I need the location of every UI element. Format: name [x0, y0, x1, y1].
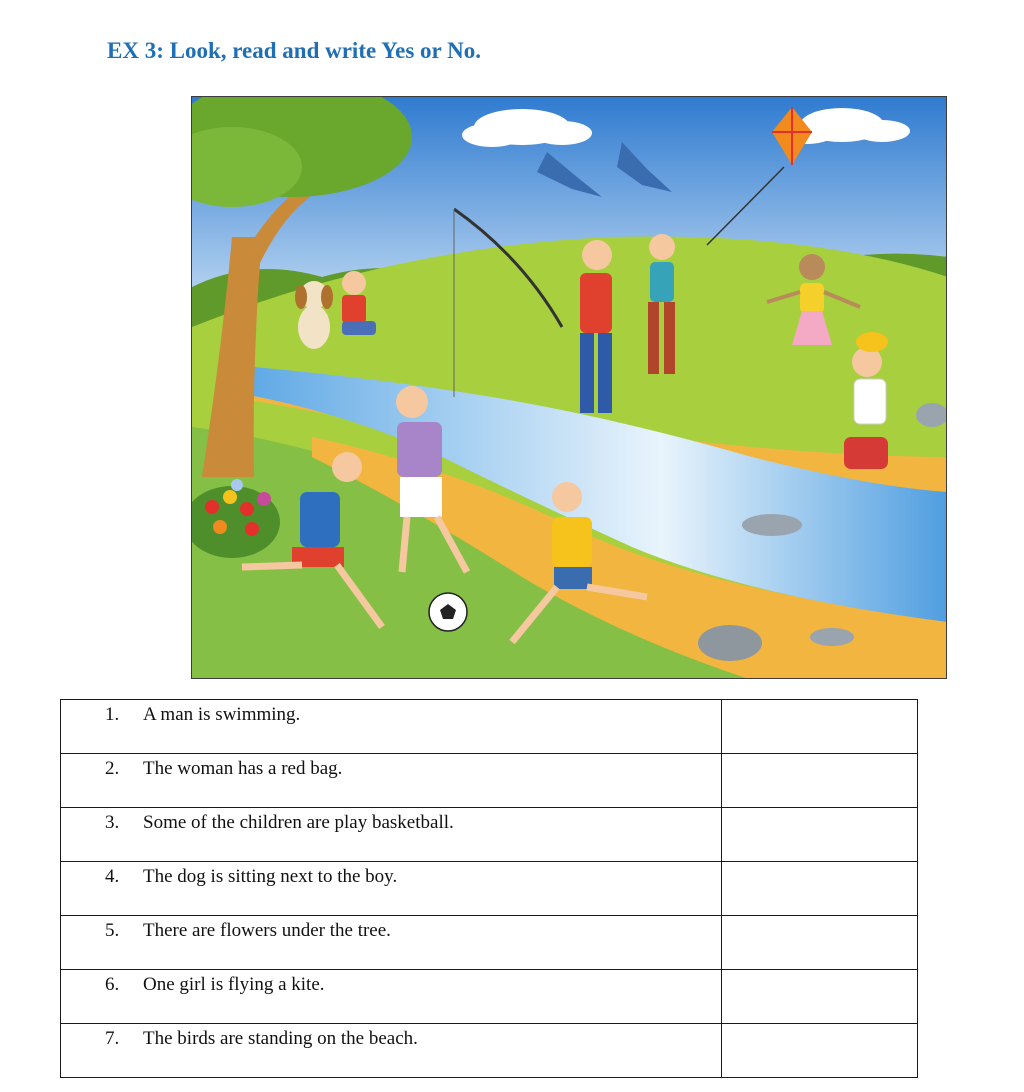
table-row	[61, 1024, 918, 1078]
question-text: The dog is sitting next to the boy.	[143, 866, 398, 887]
question-number: 1.	[105, 704, 120, 725]
answer-value	[722, 862, 917, 866]
answer-cell[interactable]	[722, 916, 918, 970]
answer-value	[722, 1024, 917, 1028]
answer-cell[interactable]	[722, 700, 918, 754]
statement-cell	[61, 916, 722, 970]
rock-icon	[698, 625, 762, 661]
question-text: Some of the children are play basketball.	[143, 812, 454, 833]
answer-value	[722, 970, 917, 974]
question-number: 3.	[105, 812, 120, 833]
answer-cell[interactable]	[722, 1024, 918, 1078]
questions-table	[60, 699, 918, 1078]
table-row	[61, 970, 918, 1024]
statement-cell	[61, 700, 722, 754]
statement-cell	[61, 862, 722, 916]
statement-cell	[61, 1024, 722, 1078]
answer-cell[interactable]	[722, 808, 918, 862]
question-text: The woman has a red bag.	[143, 758, 343, 779]
table-row	[61, 862, 918, 916]
rock-icon	[742, 514, 802, 536]
dog-icon	[295, 281, 333, 349]
park-scene-illustration	[191, 96, 947, 679]
answer-value	[722, 754, 917, 758]
answer-cell[interactable]	[722, 970, 918, 1024]
statement-cell	[61, 754, 722, 808]
question-number: 4.	[105, 866, 120, 887]
question-text: A man is swimming.	[143, 704, 301, 725]
answer-cell[interactable]	[722, 862, 918, 916]
football-icon	[429, 593, 467, 631]
question-number: 5.	[105, 920, 120, 941]
question-number: 6.	[105, 974, 120, 995]
rock-icon	[916, 403, 947, 427]
statement-cell	[61, 970, 722, 1024]
question-number: 7.	[105, 1028, 120, 1049]
question-text: There are flowers under the tree.	[143, 920, 391, 941]
table-row	[61, 754, 918, 808]
table-row	[61, 808, 918, 862]
table-row	[61, 916, 918, 970]
exercise-title: EX 3: Look, read and write Yes or No.	[107, 38, 481, 63]
question-number: 2.	[105, 758, 120, 779]
answer-value	[722, 700, 917, 704]
statement-cell	[61, 808, 722, 862]
park-scene-svg	[192, 97, 947, 679]
answer-cell[interactable]	[722, 754, 918, 808]
rock-icon	[810, 628, 854, 646]
answer-value	[722, 808, 917, 812]
table-row	[61, 700, 918, 754]
red-bag	[844, 437, 888, 469]
answer-value	[722, 916, 917, 920]
question-text: One girl is flying a kite.	[143, 974, 325, 995]
question-text: The birds are standing on the beach.	[143, 1028, 418, 1049]
